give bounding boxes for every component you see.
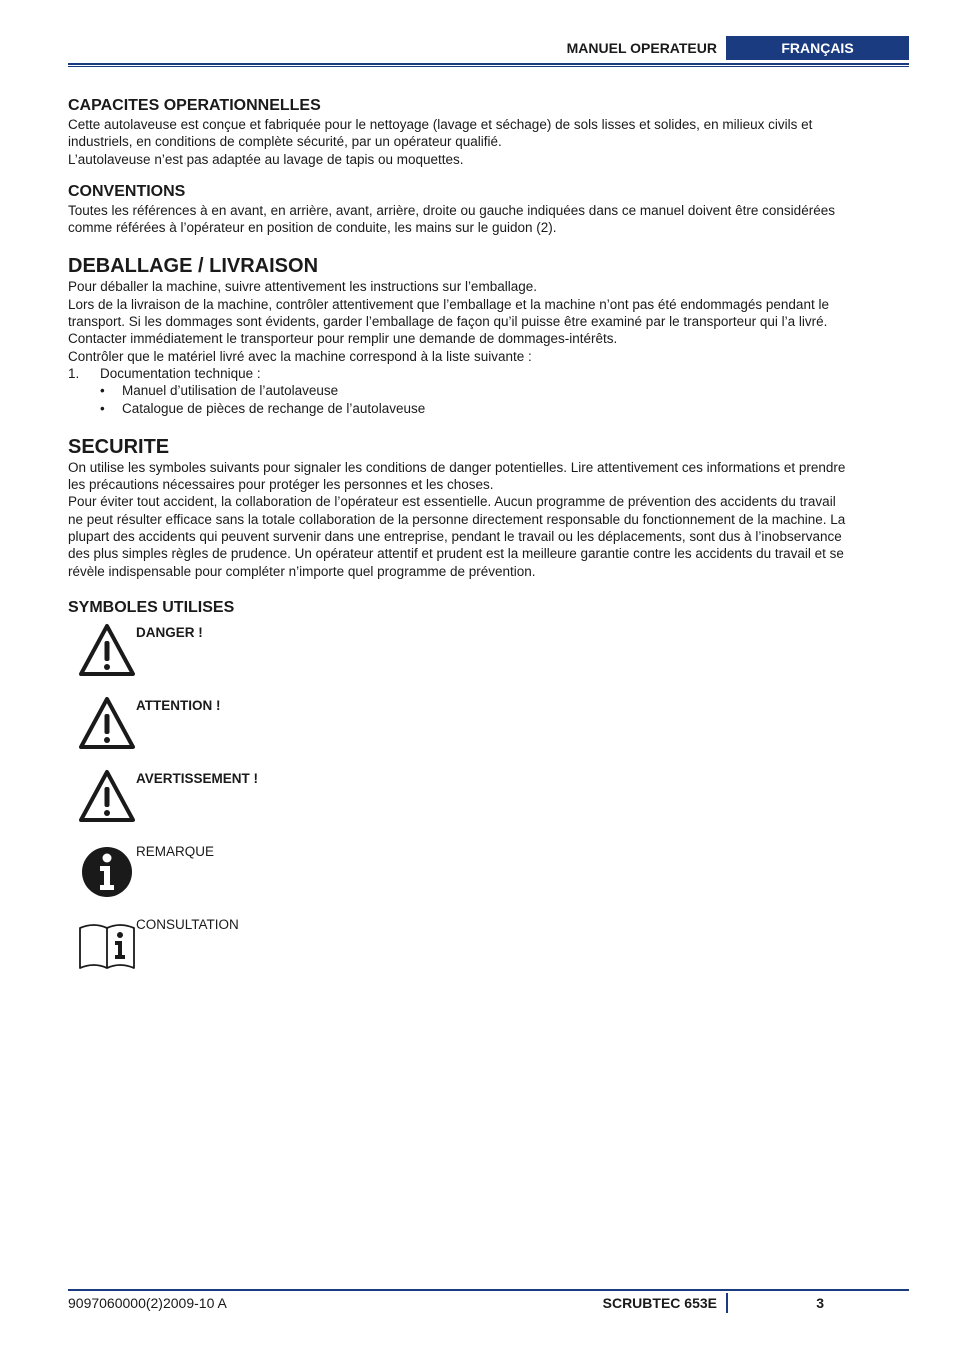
symbols-list	[68, 624, 904, 989]
page-header	[68, 36, 909, 60]
section-title-conventions: CONVENTIONS	[68, 182, 186, 200]
bullet-text: Manuel d’utilisation de l’autolaveuse	[122, 383, 339, 399]
paragraph-line: plupart des accidents qui peuvent survenir dans une entreprise, pendant le travail ou les déplacements, sont dus à l’inobservance	[68, 529, 842, 545]
page-number: 3	[816, 1295, 824, 1311]
section-title-securite: SECURITE	[68, 435, 170, 458]
symbol-label: REMARQUE	[136, 843, 215, 859]
paragraph-line: transport. Si les dommages sont évidents, garder l’emballage de façon qu’il puisse être examiné par le transporteur qui l’a livré.	[68, 314, 828, 330]
paragraph-line: comme référées à l’opérateur en position de conduite, les mains sur le guidon (2).	[68, 220, 557, 236]
bullet-marker: •	[100, 400, 105, 416]
paragraph-line: industriels, en conditions de complète sécurité, par un opérateur qualifié.	[68, 134, 502, 150]
section-title-deballage: DEBALLAGE / LIVRAISON	[68, 255, 319, 278]
info-circle-icon	[78, 841, 136, 899]
symbol-consultation	[68, 916, 904, 989]
footer-separator	[726, 1293, 728, 1313]
section-deballage	[68, 254, 904, 416]
symbol-label: CONSULTATION	[136, 916, 239, 932]
paragraph-line: ne peut résulter efficace sans la totale collaboration de la personne directement responsable du fonctionnement de la machine. La	[68, 511, 846, 527]
warning-triangle-icon	[78, 622, 136, 680]
paragraph-line: révèle indispensable pour compléter n’importe quel programme de prévention.	[68, 563, 536, 579]
symbol-label: ATTENTION !	[136, 697, 221, 713]
section-symboles	[68, 598, 904, 989]
symbol-label: AVERTISSEMENT !	[136, 770, 259, 786]
page-footer	[68, 1293, 909, 1315]
manual-label: MANUEL OPERATEUR	[566, 40, 717, 56]
bullet-item	[68, 400, 904, 417]
page-content	[68, 96, 904, 989]
symbol-label: DANGER !	[136, 624, 203, 640]
symbol-attention	[68, 697, 904, 770]
document-code: 9097060000(2)2009-10 A	[68, 1295, 227, 1311]
section-conventions	[68, 182, 904, 237]
paragraph-line: Contrôler que le matériel livré avec la machine correspond à la liste suivante :	[68, 348, 532, 364]
bullet-text: Catalogue de pièces de rechange de l’autolaveuse	[122, 400, 426, 416]
section-capacites	[68, 96, 904, 168]
section-title-capacites: CAPACITES OPERATIONNELLES	[68, 97, 321, 114]
manual-book-info-icon	[78, 914, 136, 972]
section-title-symboles: SYMBOLES UTILISES	[68, 598, 235, 616]
paragraph-line: Pour déballer la machine, suivre attentivement les instructions sur l’emballage.	[68, 279, 537, 295]
symbol-danger	[68, 624, 904, 697]
header-divider	[68, 63, 909, 67]
list-item-text: Documentation technique :	[100, 365, 261, 381]
paragraph-line: On utilise les symboles suivants pour signaler les conditions de danger potentielles. Lire attentivement ces informations et prendre	[68, 459, 846, 475]
paragraph-line: Cette autolaveuse est conçue et fabriquée pour le nettoyage (lavage et séchage) de sols lisses et solides, en milieux civils et	[68, 117, 813, 132]
warning-triangle-icon	[78, 768, 136, 826]
paragraph-line: des plus simples règles de prudence. Un opérateur attentif et prudent est la meilleure garantie contre les accidents du travail et se	[68, 546, 844, 562]
paragraph-line: L’autolaveuse n’est pas adaptée au lavage de tapis ou moquettes.	[68, 151, 464, 167]
section-securite	[68, 435, 904, 580]
paragraph-line: Lors de la livraison de la machine, contrôler attentivement que l’emballage et la machine n’ont pas été endommagés pendant le	[68, 296, 829, 312]
paragraph-line: Contacter immédiatement le transporteur pour remplir une demande de dommages-intérêts.	[68, 331, 618, 347]
list-number: 1.	[68, 365, 80, 381]
warning-triangle-icon	[78, 695, 136, 753]
bullet-marker: •	[100, 383, 105, 399]
symbol-remarque	[68, 843, 904, 916]
language-badge: FRANÇAIS	[726, 36, 909, 60]
paragraph-line: Pour éviter tout accident, la collaboration de l’opérateur est essentielle. Aucun programme de prévention des accidents du travail	[68, 494, 836, 510]
paragraph-line: les précautions nécessaires pour protéger les personnes et les choses.	[68, 477, 494, 493]
paragraph-line: Toutes les références à en avant, en arrière, avant, arrière, droite ou gauche indiquées dans ce manuel doivent être considérées	[68, 202, 835, 218]
symbol-avertissement	[68, 770, 904, 843]
numbered-item	[68, 365, 904, 382]
footer-divider	[68, 1289, 909, 1291]
bullet-item	[68, 382, 904, 399]
model-name: SCRUBTEC 653E	[602, 1295, 717, 1311]
